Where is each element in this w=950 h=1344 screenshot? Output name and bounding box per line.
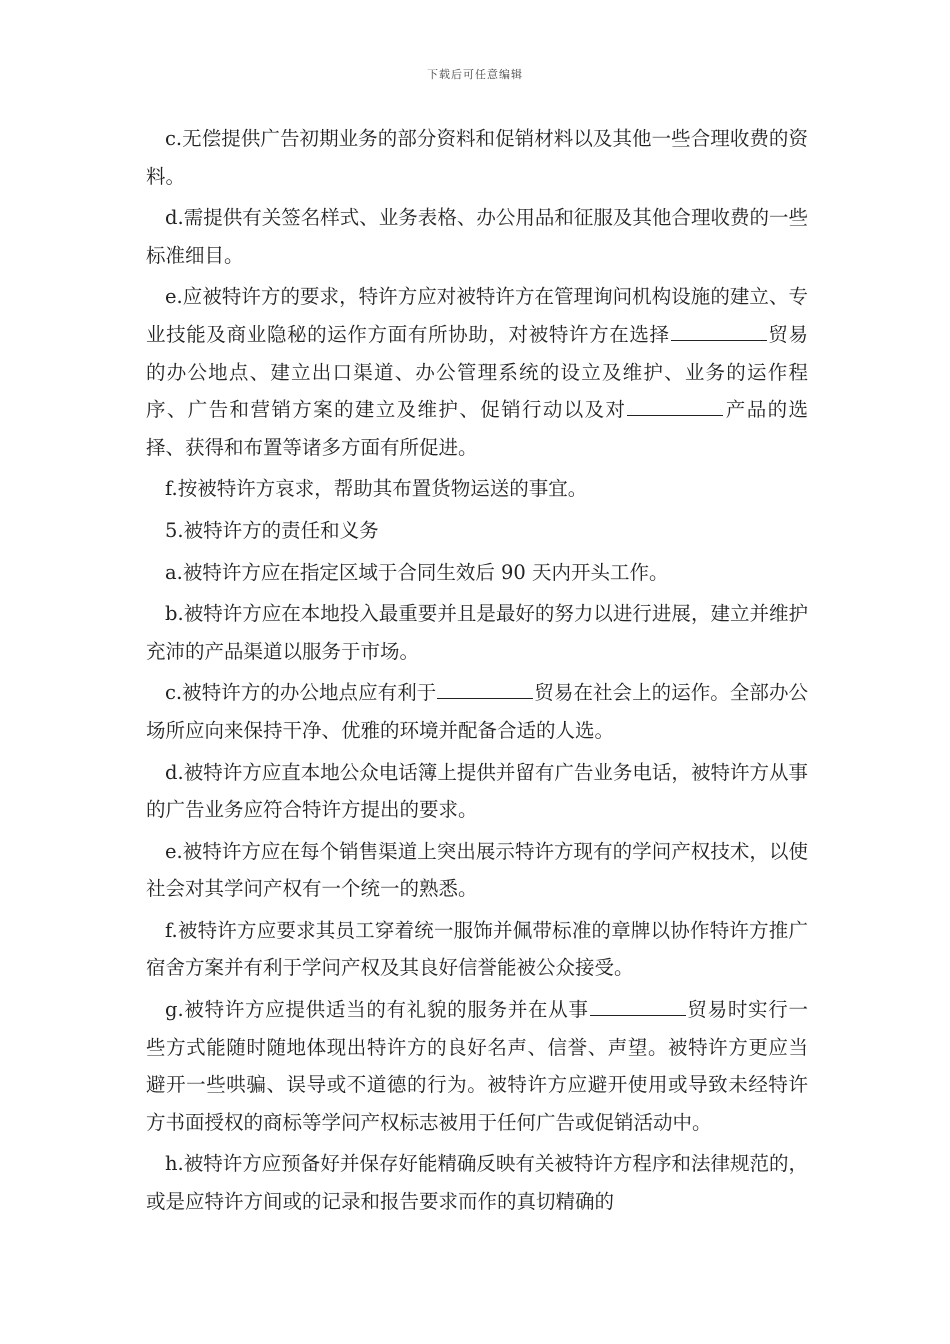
fill-in-blank[interactable] [671,339,767,341]
section-heading-text: 5.被特许方的责任和义务 [165,518,379,542]
paragraph-g-service [146,991,808,1141]
paragraph-text: b.被特许方应在本地投入最重要并且是最好的努力以进行进展，建立并维护充沛的产品渠道以服务于市场。 [146,602,808,663]
paragraph-text: c.无偿提供广告初期业务的部分资料和促销材料以及其他一些合理收费的资料。 [146,127,808,188]
paragraph-text: 贸易在社会上的运作。全部办公场所应向来保持干净、优雅的环境并配备合适的人选。 [146,681,808,742]
paragraph-f-shipping [146,470,808,508]
document-body [146,120,808,1225]
page-header: 下载后可任意编辑 [427,68,523,81]
paragraph-text: g.被特许方应提供适当的有礼貌的服务并在从事 [165,998,589,1022]
paragraph-text: e.应被特许方的要求，特许方应对被特许方在管理询问机构设施的建立、专业技能及商业隐秘的运作方面有所协助，对被特许方在选择 [146,285,808,346]
paragraph-text: h.被特许方应预备好并保存好能精确反映有关被特许方程序和法律规范的，或是应特许方间或的记录和报告要求而作的真切精确的 [146,1152,808,1214]
paragraph-c-office [146,674,808,749]
paragraph-d-standards [146,199,808,274]
paragraph-text: d.被特许方应直本地公众电话簿上提供并留有广告业务电话，被特许方从事的广告业务应符合特许方提出的要求。 [146,760,808,822]
fill-in-blank[interactable] [627,414,723,416]
paragraph-f-uniform [146,912,808,987]
paragraph-text: c.被特许方的办公地点应有利于 [165,681,437,705]
paragraph-e-ip-display [146,833,808,908]
paragraph-text: 产品的选择、获得和布置等诸多方面有所促进。 [146,398,808,459]
paragraph-h-records [146,1145,808,1220]
paragraph-text: f.按被特许方哀求，帮助其布置货物运送的事宜。 [165,477,588,501]
paragraph-c-resources [146,120,808,195]
paragraph-d-phone [146,754,808,829]
section-heading-obligations [146,512,808,550]
paragraph-text: e.被特许方应在每个销售渠道上突出展示特许方现有的学问产权技术，以使社会对其学问产权有一个统一的熟悉。 [146,839,808,901]
paragraph-text: 贸易时实行一些方式能随时随地体现出特许方的良好名声、信誉、声望。被特许方更应当避开一些哄骗、误导或不道德的行为。被特许方应避开使用或导致未经特许方书面授权的商标等学问产权标志被用于任何广告或促销活动中。 [146,998,808,1134]
paragraph-text: 贸易的办公地点、建立出口渠道、办公管理系统的设立及维护、业务的运作程序、广告和营销方案的建立及维护、促销行动以及对 [146,322,808,422]
paragraph-text: d.需提供有关签名样式、业务表格、办公用品和征服及其他合理收费的一些标准细目。 [146,206,808,267]
fill-in-blank[interactable] [437,697,533,699]
paragraph-e-assistance [146,278,808,466]
fill-in-blank[interactable] [590,1014,686,1016]
paragraph-a-start-work [146,554,808,592]
paragraph-b-channels [146,595,808,670]
paragraph-text: f.被特许方应要求其员工穿着统一服饰并佩带标准的章牌以协作特许方推广宿舍方案并有利于学问产权及其良好信誉能被公众接受。 [146,918,808,980]
paragraph-text: a.被特许方应在指定区域于合同生效后 90 天内开头工作。 [165,560,669,584]
